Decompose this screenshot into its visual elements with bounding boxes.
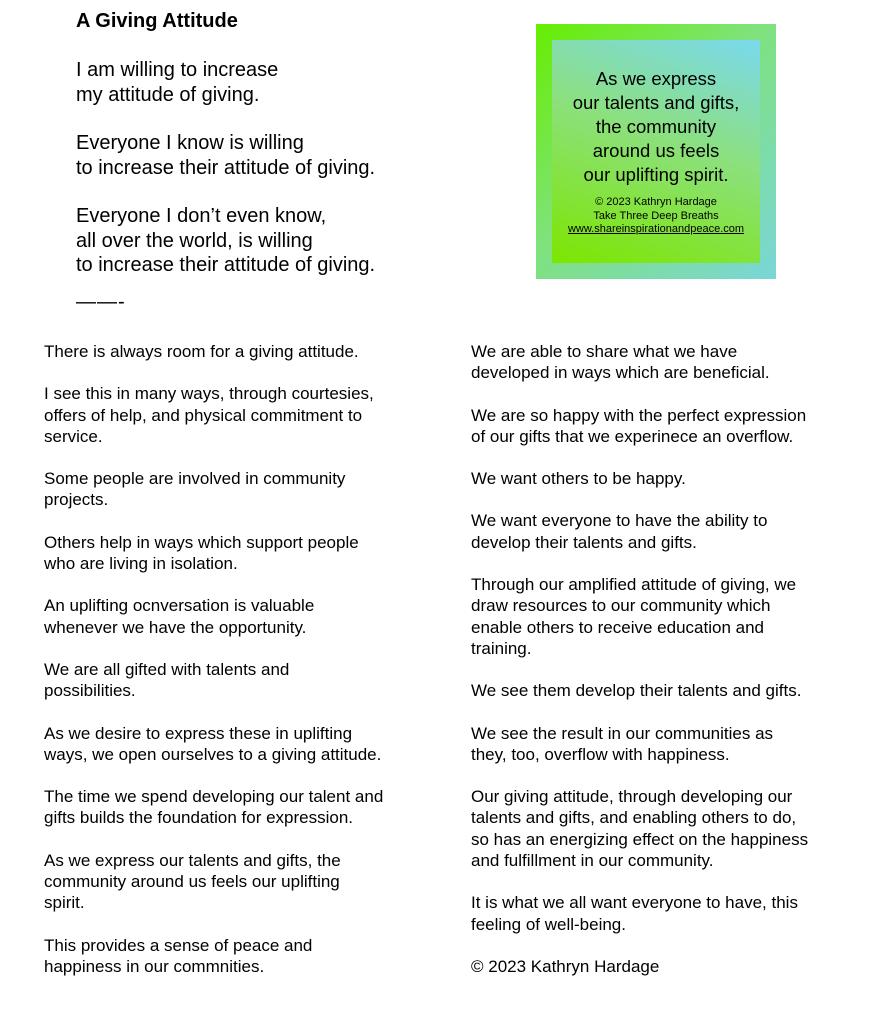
right-column bbox=[471, 341, 851, 998]
paragraph-line: We are so happy with the perfect expression bbox=[471, 405, 807, 425]
paragraph bbox=[44, 383, 444, 447]
paragraph-line: so has an energizing effect on the happiness bbox=[471, 829, 809, 849]
paragraph bbox=[44, 468, 444, 511]
quote-card bbox=[536, 24, 776, 279]
affirmation-line: Everyone I know is willing bbox=[76, 132, 304, 154]
paragraph bbox=[44, 786, 444, 829]
paragraph-line: they, too, overflow with happiness. bbox=[471, 744, 730, 764]
paragraph-line: talents and gifts, and enabling others to do, bbox=[471, 808, 797, 828]
paragraph-line: As we desire to express these in uplifting bbox=[44, 723, 353, 743]
paragraph bbox=[44, 341, 444, 362]
card-copyright: © 2023 Kathryn Hardage bbox=[595, 196, 717, 208]
paragraph bbox=[471, 574, 851, 659]
paragraph-line: As we express our talents and gifts, the bbox=[44, 850, 341, 870]
paragraph bbox=[471, 468, 851, 489]
paragraph-line: offers of help, and physical commitment to bbox=[44, 405, 363, 425]
paragraph-line: This provides a sense of peace and bbox=[44, 935, 313, 955]
card-url-link[interactable]: www.shareinspirationandpeace.com bbox=[567, 223, 745, 235]
paragraph-line: There is always room for a giving attitude. bbox=[44, 342, 359, 361]
left-column bbox=[44, 341, 444, 998]
paragraph-line: draw resources to our community which bbox=[471, 596, 771, 616]
paragraph-line: developed in ways which are beneficial. bbox=[471, 363, 770, 383]
paragraph bbox=[44, 723, 444, 766]
card-quote-line: around us feels bbox=[592, 140, 720, 161]
paragraph-line: spirit. bbox=[44, 893, 85, 913]
separator: ——- bbox=[76, 291, 126, 313]
paragraph-line: An uplifting ocnversation is valuable bbox=[44, 596, 315, 616]
paragraph-line: who are living in isolation. bbox=[44, 554, 238, 574]
paragraph-line: We see them develop their talents and gifts. bbox=[471, 681, 802, 701]
paragraph-line: Our giving attitude, through developing our bbox=[471, 787, 793, 807]
paragraph-line: enable others to receive education and bbox=[471, 617, 764, 637]
paragraph-line: ways, we open ourselves to a giving attitude. bbox=[44, 744, 382, 764]
paragraph bbox=[471, 786, 851, 871]
card-credit bbox=[552, 196, 760, 237]
paragraph bbox=[44, 659, 444, 702]
affirmation-line: to increase their attitude of giving. bbox=[76, 156, 376, 179]
paragraph-line: happiness in our commnities. bbox=[44, 956, 265, 976]
card-quote-line: the community bbox=[595, 116, 717, 137]
paragraph-line: develop their talents and gifts. bbox=[471, 532, 697, 552]
paragraph-line: service. bbox=[44, 426, 103, 446]
card-quote-line: our talents and gifts, bbox=[572, 92, 740, 113]
paragraph-line: Others help in ways which support people bbox=[44, 532, 359, 552]
affirmation-line: I am willing to increase bbox=[76, 59, 279, 81]
paragraph-line: We are able to share what we have bbox=[471, 342, 738, 361]
affirmation-line: my attitude of giving. bbox=[76, 83, 260, 106]
paragraph-line: gifts builds the foundation for expression. bbox=[44, 808, 354, 828]
affirmation-line: to increase their attitude of giving. bbox=[76, 254, 376, 276]
card-brand: Take Three Deep Breaths bbox=[593, 209, 719, 222]
affirmation-3 bbox=[76, 204, 516, 278]
quote-card-inner bbox=[552, 40, 760, 263]
affirmation-2 bbox=[76, 131, 516, 180]
paragraph-line: Through our amplified attitude of giving, we bbox=[471, 575, 797, 595]
paragraph bbox=[44, 532, 444, 575]
paragraph-line: of our gifts that we experinece an overflow. bbox=[471, 426, 794, 446]
paragraph bbox=[471, 680, 851, 701]
paragraph bbox=[471, 510, 851, 553]
paragraph-line: community around us feels our uplifting bbox=[44, 872, 340, 892]
paragraph bbox=[471, 341, 851, 384]
paragraph-line: © 2023 Kathryn Hardage bbox=[471, 956, 660, 976]
affirmation-1 bbox=[76, 58, 516, 107]
paragraph-line: It is what we all want everyone to have, this bbox=[471, 893, 798, 913]
affirmation-line: all over the world, is willing bbox=[76, 229, 313, 252]
paragraph-line: projects. bbox=[44, 490, 109, 510]
paragraph bbox=[44, 595, 444, 638]
paragraph bbox=[471, 892, 851, 935]
card-quote bbox=[552, 67, 760, 187]
paragraph-line: We see the result in our communities as bbox=[471, 723, 774, 743]
affirmation-line: Everyone I don’t even know, bbox=[76, 205, 327, 227]
card-quote-line: As we express bbox=[595, 68, 717, 89]
paragraph bbox=[471, 405, 851, 448]
card-quote-line: our uplifting spirit. bbox=[583, 164, 729, 185]
paragraph-line: We want others to be happy. bbox=[471, 469, 686, 489]
paragraph-line: possibilities. bbox=[44, 681, 136, 701]
paragraph-line: and fulfillment in our community. bbox=[471, 851, 714, 871]
paragraph-line: We want everyone to have the ability to bbox=[471, 511, 768, 531]
paragraph-line: whenever we have the opportunity. bbox=[44, 617, 307, 637]
paragraph-line: I see this in many ways, through courtesies, bbox=[44, 384, 374, 404]
paragraph bbox=[44, 935, 444, 978]
copyright-footer bbox=[471, 956, 851, 977]
page-title: A Giving Attitude bbox=[76, 10, 238, 32]
paragraph-line: training. bbox=[471, 638, 532, 658]
paragraph bbox=[471, 723, 851, 766]
paragraph-line: The time we spend developing our talent and bbox=[44, 787, 384, 807]
paragraph-line: We are all gifted with talents and bbox=[44, 659, 290, 679]
paragraph bbox=[44, 850, 444, 914]
paragraph-line: feeling of well-being. bbox=[471, 914, 626, 934]
paragraph-line: Some people are involved in community bbox=[44, 469, 346, 489]
